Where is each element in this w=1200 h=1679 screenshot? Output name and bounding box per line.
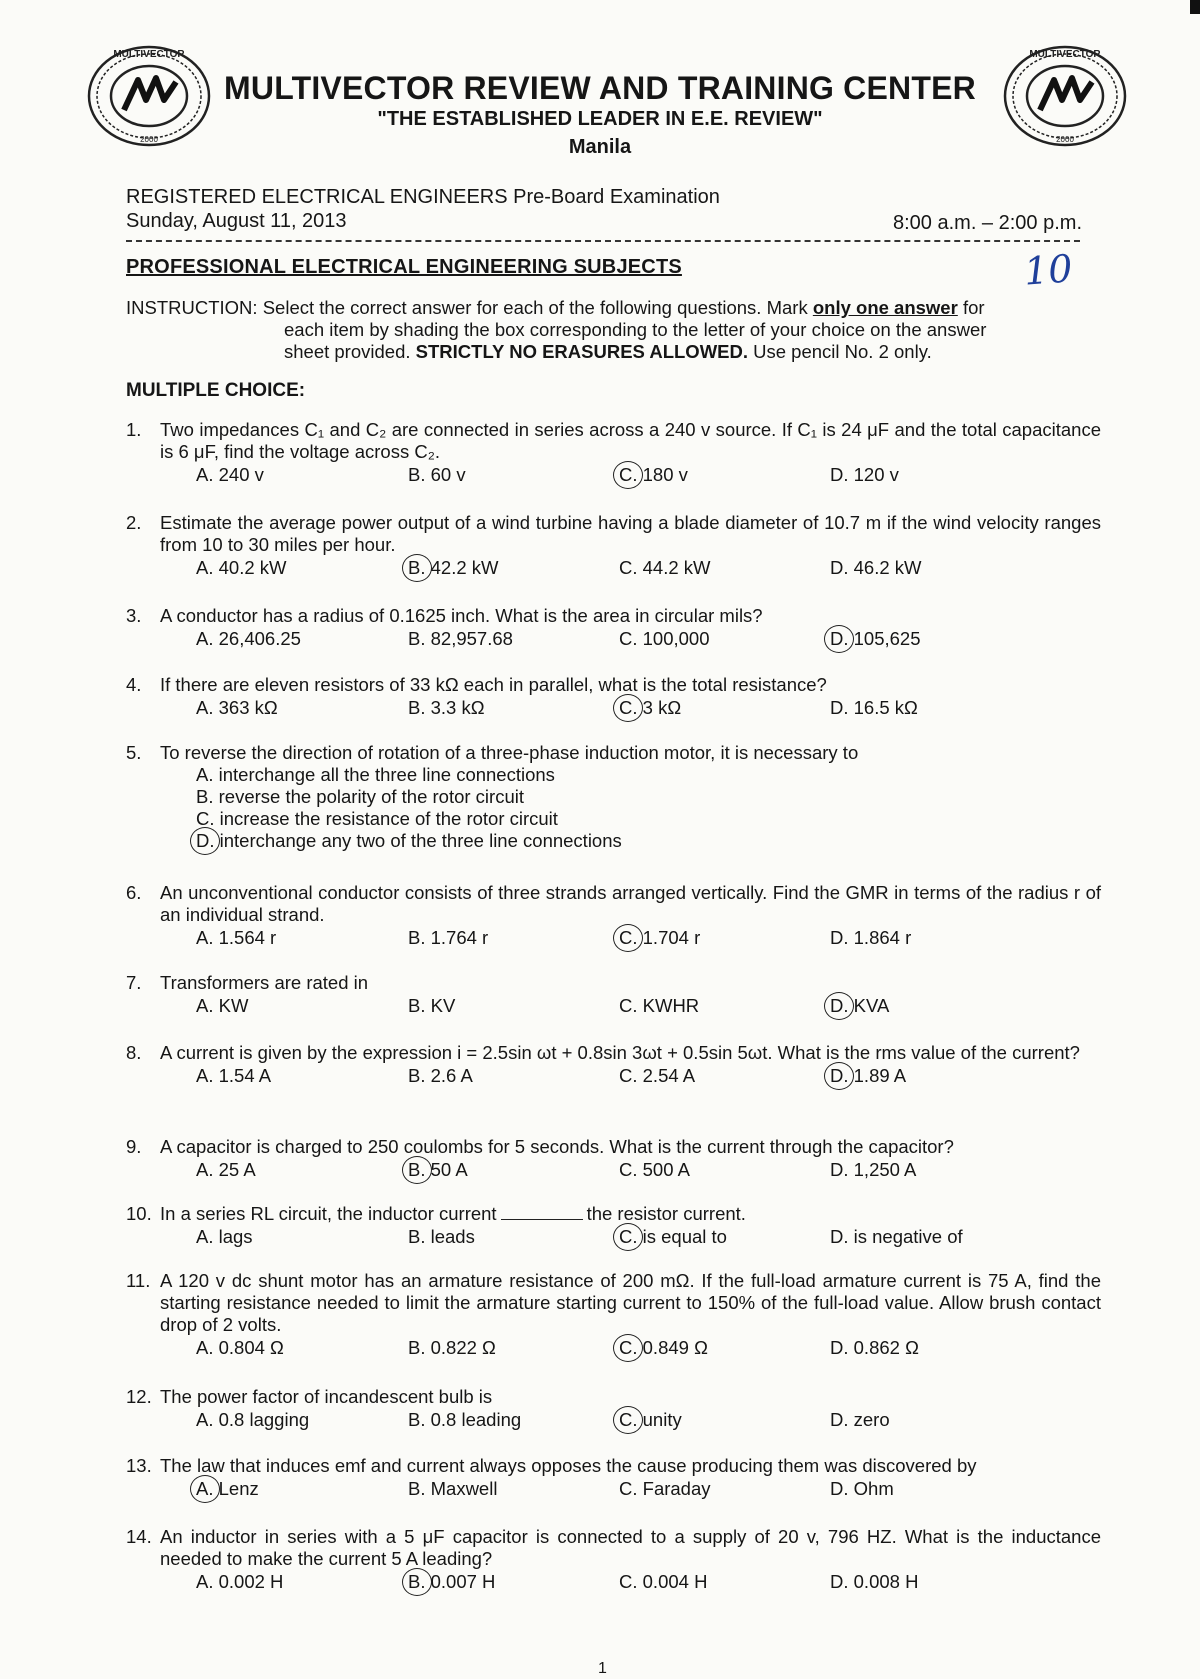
choice-a: A. 1.564 r bbox=[196, 927, 277, 948]
question-text: Two impedances C₁ and C₂ are connected in series across a 240 v source. If C₁ is 24 μF and the total capacitance is 6 μF, find the voltage across C₂. bbox=[160, 419, 1101, 462]
instruction-text-3: each item by shading the box corresponding to the letter of your choice on the answer bbox=[284, 319, 987, 340]
question-8 bbox=[126, 1042, 1101, 1089]
instruction-text-5: Use pencil No. 2 only. bbox=[753, 341, 932, 362]
center-tagline: "THE ESTABLISHED LEADER IN E.E. REVIEW" bbox=[377, 108, 823, 130]
section-title: PROFESSIONAL ELECTRICAL ENGINEERING SUBJECTS bbox=[126, 256, 682, 278]
choice-c: C. 44.2 kW bbox=[619, 557, 711, 578]
question-number: 9. bbox=[126, 1136, 142, 1157]
choice-row bbox=[126, 1065, 1101, 1089]
choice-c: C. KWHR bbox=[619, 995, 700, 1016]
exam-time: 8:00 a.m. – 2:00 p.m. bbox=[893, 212, 1082, 234]
choice-c-label: C. is equal to bbox=[619, 1226, 727, 1247]
choice-d-label: D. KVA bbox=[830, 995, 890, 1016]
question-number: 13. bbox=[126, 1455, 152, 1476]
multiple-choice-heading: MULTIPLE CHOICE: bbox=[126, 380, 306, 401]
choice-b: B. 0.8 leading bbox=[408, 1409, 522, 1430]
choice-d: D. 120 v bbox=[830, 464, 899, 485]
choice-b: B. 60 v bbox=[408, 464, 466, 485]
choice-row bbox=[126, 1571, 1101, 1595]
question-number: 8. bbox=[126, 1042, 142, 1063]
choice-d: D. 0.008 H bbox=[830, 1571, 919, 1592]
svg-text:MULTIVECTOR: MULTIVECTOR bbox=[113, 49, 185, 60]
choice-c-marked bbox=[619, 1226, 727, 1248]
choice-c: C. increase the resistance of the rotor circuit bbox=[196, 808, 558, 829]
choice-d-label: D. interchange any two of the three line connections bbox=[196, 830, 622, 851]
choice-c-label: C. unity bbox=[619, 1409, 682, 1430]
question-number: 2. bbox=[126, 512, 142, 533]
choice-c-marked bbox=[619, 1409, 682, 1431]
question-number: 3. bbox=[126, 605, 142, 626]
choice-row bbox=[126, 1226, 1101, 1250]
question-2 bbox=[126, 512, 1101, 581]
question-text: A 120 v dc shunt motor has an armature resistance of 200 mΩ. If the full-load armature current is 75 A, find the starting resistance needed to limit the armature starting current to 150% of the full-load value. Allow brush contact drop of 2 volts. bbox=[160, 1270, 1101, 1335]
choice-d-label: D. 1.89 A bbox=[830, 1065, 907, 1086]
choice-a: A. lags bbox=[196, 1226, 253, 1247]
question-13 bbox=[126, 1455, 1101, 1502]
choice-d: D. 0.862 Ω bbox=[830, 1337, 919, 1358]
instruction-block bbox=[126, 297, 1084, 363]
choice-row bbox=[126, 697, 1101, 721]
choice-b-label: B. 0.007 H bbox=[408, 1571, 496, 1592]
question-text: The power factor of incandescent bulb is bbox=[160, 1386, 493, 1407]
choice-a: A. 240 v bbox=[196, 464, 264, 485]
choice-row bbox=[126, 1337, 1101, 1361]
svg-text:2000: 2000 bbox=[140, 135, 158, 144]
choice-a: A. interchange all the three line connections bbox=[196, 764, 555, 785]
choice-a-marked bbox=[196, 1478, 259, 1500]
choice-a: A. 25 A bbox=[196, 1159, 256, 1180]
exam-date: Sunday, August 11, 2013 bbox=[126, 210, 347, 232]
choice-a: A. 0.8 lagging bbox=[196, 1409, 310, 1430]
choice-row bbox=[126, 1478, 1101, 1502]
question-5 bbox=[126, 742, 1101, 852]
choice-b: B. reverse the polarity of the rotor circuit bbox=[196, 786, 524, 807]
question-text: A current is given by the expression i = 2.5sin ωt + 0.8sin 3ωt + 0.5sin 5ωt. What is the rms value of the current? bbox=[160, 1042, 1080, 1063]
choice-d: D. 46.2 kW bbox=[830, 557, 922, 578]
choice-d: D. 16.5 kΩ bbox=[830, 697, 918, 718]
question-9 bbox=[126, 1136, 1101, 1183]
handwritten-score: 10 bbox=[1022, 246, 1074, 294]
choice-row bbox=[126, 1409, 1101, 1433]
question-text bbox=[160, 1203, 1101, 1225]
choice-c-marked bbox=[619, 927, 700, 949]
choice-d-marked bbox=[830, 1065, 906, 1087]
choice-b: B. Maxwell bbox=[408, 1478, 498, 1499]
choice-c-marked bbox=[619, 464, 688, 486]
choice-d: D. is negative of bbox=[830, 1226, 963, 1247]
choice-a: A. 1.54 A bbox=[196, 1065, 272, 1086]
dashed-divider bbox=[126, 240, 1080, 242]
choice-d: D. 1,250 A bbox=[830, 1159, 917, 1180]
choice-c: C. 500 A bbox=[619, 1159, 690, 1180]
question-number: 7. bbox=[126, 972, 142, 993]
choice-d-marked bbox=[830, 995, 889, 1017]
svg-text:2000: 2000 bbox=[1056, 135, 1074, 144]
question-text: An inductor in series with a 5 μF capacitor is connected to a supply of 20 v, 796 HZ. What is the inductance needed to make the current 5 A leading? bbox=[160, 1526, 1101, 1569]
question-text-before-blank: In a series RL circuit, the inductor current bbox=[160, 1203, 497, 1224]
question-text: A conductor has a radius of 0.1625 inch. What is the area in circular mils? bbox=[160, 605, 763, 626]
instruction-text-1: Select the correct answer for each of the following questions. Mark bbox=[262, 297, 808, 318]
instruction-emphasis: only one answer bbox=[812, 297, 958, 318]
choice-d-marked bbox=[196, 830, 1101, 852]
scan-edge-mark bbox=[1190, 0, 1200, 14]
question-text: Estimate the average power output of a wind turbine having a blade diameter of 10.7 m if the wind velocity ranges from 10 to 30 miles per hour. bbox=[160, 512, 1101, 555]
choice-row bbox=[126, 995, 1101, 1019]
choice-row bbox=[126, 464, 1101, 488]
choice-c: C. 0.004 H bbox=[619, 1571, 708, 1592]
instruction-text-4: sheet provided. bbox=[284, 341, 411, 362]
question-text: If there are eleven resistors of 33 kΩ each in parallel, what is the total resistance? bbox=[160, 674, 827, 695]
choice-d-label: D. 105,625 bbox=[830, 628, 921, 649]
question-number: 12. bbox=[126, 1386, 152, 1407]
choice-d-marked bbox=[830, 628, 921, 650]
page-number: 1 bbox=[598, 1660, 607, 1677]
question-text-after-blank: the resistor current. bbox=[586, 1203, 746, 1224]
question-number: 11. bbox=[126, 1270, 151, 1291]
choice-d: D. zero bbox=[830, 1409, 890, 1430]
choice-b-label: B. 50 A bbox=[408, 1159, 468, 1180]
answer-blank bbox=[501, 1205, 583, 1220]
choice-list bbox=[196, 764, 1101, 852]
question-6 bbox=[126, 882, 1101, 951]
choice-a: A. 26,406.25 bbox=[196, 628, 301, 649]
question-number: 14. bbox=[126, 1526, 152, 1547]
question-number: 1. bbox=[126, 419, 142, 440]
choice-c: C. Faraday bbox=[619, 1478, 711, 1499]
choice-a: A. 0.804 Ω bbox=[196, 1337, 284, 1358]
instruction-text-2: for bbox=[962, 297, 985, 318]
choice-a: A. KW bbox=[196, 995, 249, 1016]
question-7 bbox=[126, 972, 1101, 1019]
question-11 bbox=[126, 1270, 1101, 1361]
question-number: 10. bbox=[126, 1203, 152, 1224]
choice-b: B. leads bbox=[408, 1226, 475, 1247]
choice-b-marked bbox=[408, 1159, 468, 1181]
question-number: 5. bbox=[126, 742, 142, 763]
choice-c-marked bbox=[619, 1337, 708, 1359]
center-city: Manila bbox=[568, 136, 632, 158]
choice-b: B. 2.6 A bbox=[408, 1065, 473, 1086]
center-name: MULTIVECTOR REVIEW AND TRAINING CENTER bbox=[224, 70, 976, 106]
choice-row bbox=[126, 927, 1101, 951]
choice-b: B. 0.822 Ω bbox=[408, 1337, 496, 1358]
choice-row bbox=[126, 557, 1101, 581]
choice-c-label: C. 3 kΩ bbox=[619, 697, 682, 718]
choice-d: D. Ohm bbox=[830, 1478, 894, 1499]
question-text: To reverse the direction of rotation of a three-phase induction motor, it is necessary to bbox=[160, 742, 859, 763]
choice-b: B. 1.764 r bbox=[408, 927, 489, 948]
choice-c-label: C. 180 v bbox=[619, 464, 688, 485]
question-number: 6. bbox=[126, 882, 142, 903]
choice-b: B. 82,957.68 bbox=[408, 628, 513, 649]
choice-c-label: C. 0.849 Ω bbox=[619, 1337, 708, 1358]
svg-text:MULTIVECTOR: MULTIVECTOR bbox=[1029, 49, 1101, 60]
choice-b: B. KV bbox=[408, 995, 456, 1016]
question-1 bbox=[126, 419, 1101, 488]
choice-b-marked bbox=[408, 1571, 495, 1593]
choice-a: A. 0.002 H bbox=[196, 1571, 284, 1592]
question-text: Transformers are rated in bbox=[160, 972, 369, 993]
question-12 bbox=[126, 1386, 1101, 1433]
question-text: A capacitor is charged to 250 coulombs for 5 seconds. What is the current through the capacitor? bbox=[160, 1136, 954, 1157]
instruction-line-2 bbox=[126, 319, 1084, 341]
instruction-line-3 bbox=[126, 341, 1084, 363]
instruction-strict: STRICTLY NO ERASURES ALLOWED. bbox=[415, 341, 748, 362]
question-text: An unconventional conductor consists of three strands arranged vertically. Find the GMR in terms of the radius r of an individual strand. bbox=[160, 882, 1101, 925]
choice-c: C. 2.54 A bbox=[619, 1065, 696, 1086]
choice-b-label: B. 42.2 kW bbox=[408, 557, 499, 578]
question-10 bbox=[126, 1203, 1101, 1250]
choice-b: B. 3.3 kΩ bbox=[408, 697, 485, 718]
choice-c-marked bbox=[619, 697, 681, 719]
choice-a-label: A. Lenz bbox=[196, 1478, 259, 1499]
choice-b-marked bbox=[408, 557, 498, 579]
exam-title: REGISTERED ELECTRICAL ENGINEERS Pre-Board Examination bbox=[126, 186, 720, 208]
choice-d: D. 1.864 r bbox=[830, 927, 912, 948]
choice-row bbox=[126, 628, 1101, 652]
question-text: The law that induces emf and current always opposes the cause producing them was discovered by bbox=[160, 1455, 977, 1476]
choice-a: A. 40.2 kW bbox=[196, 557, 287, 578]
question-3 bbox=[126, 605, 1101, 652]
instruction-label: INSTRUCTION: bbox=[126, 297, 258, 318]
question-4 bbox=[126, 674, 1101, 721]
choice-c: C. 100,000 bbox=[619, 628, 710, 649]
choice-row bbox=[126, 1159, 1101, 1183]
question-number: 4. bbox=[126, 674, 142, 695]
choice-a: A. 363 kΩ bbox=[196, 697, 278, 718]
choice-c-label: C. 1.704 r bbox=[619, 927, 701, 948]
question-14 bbox=[126, 1526, 1101, 1595]
